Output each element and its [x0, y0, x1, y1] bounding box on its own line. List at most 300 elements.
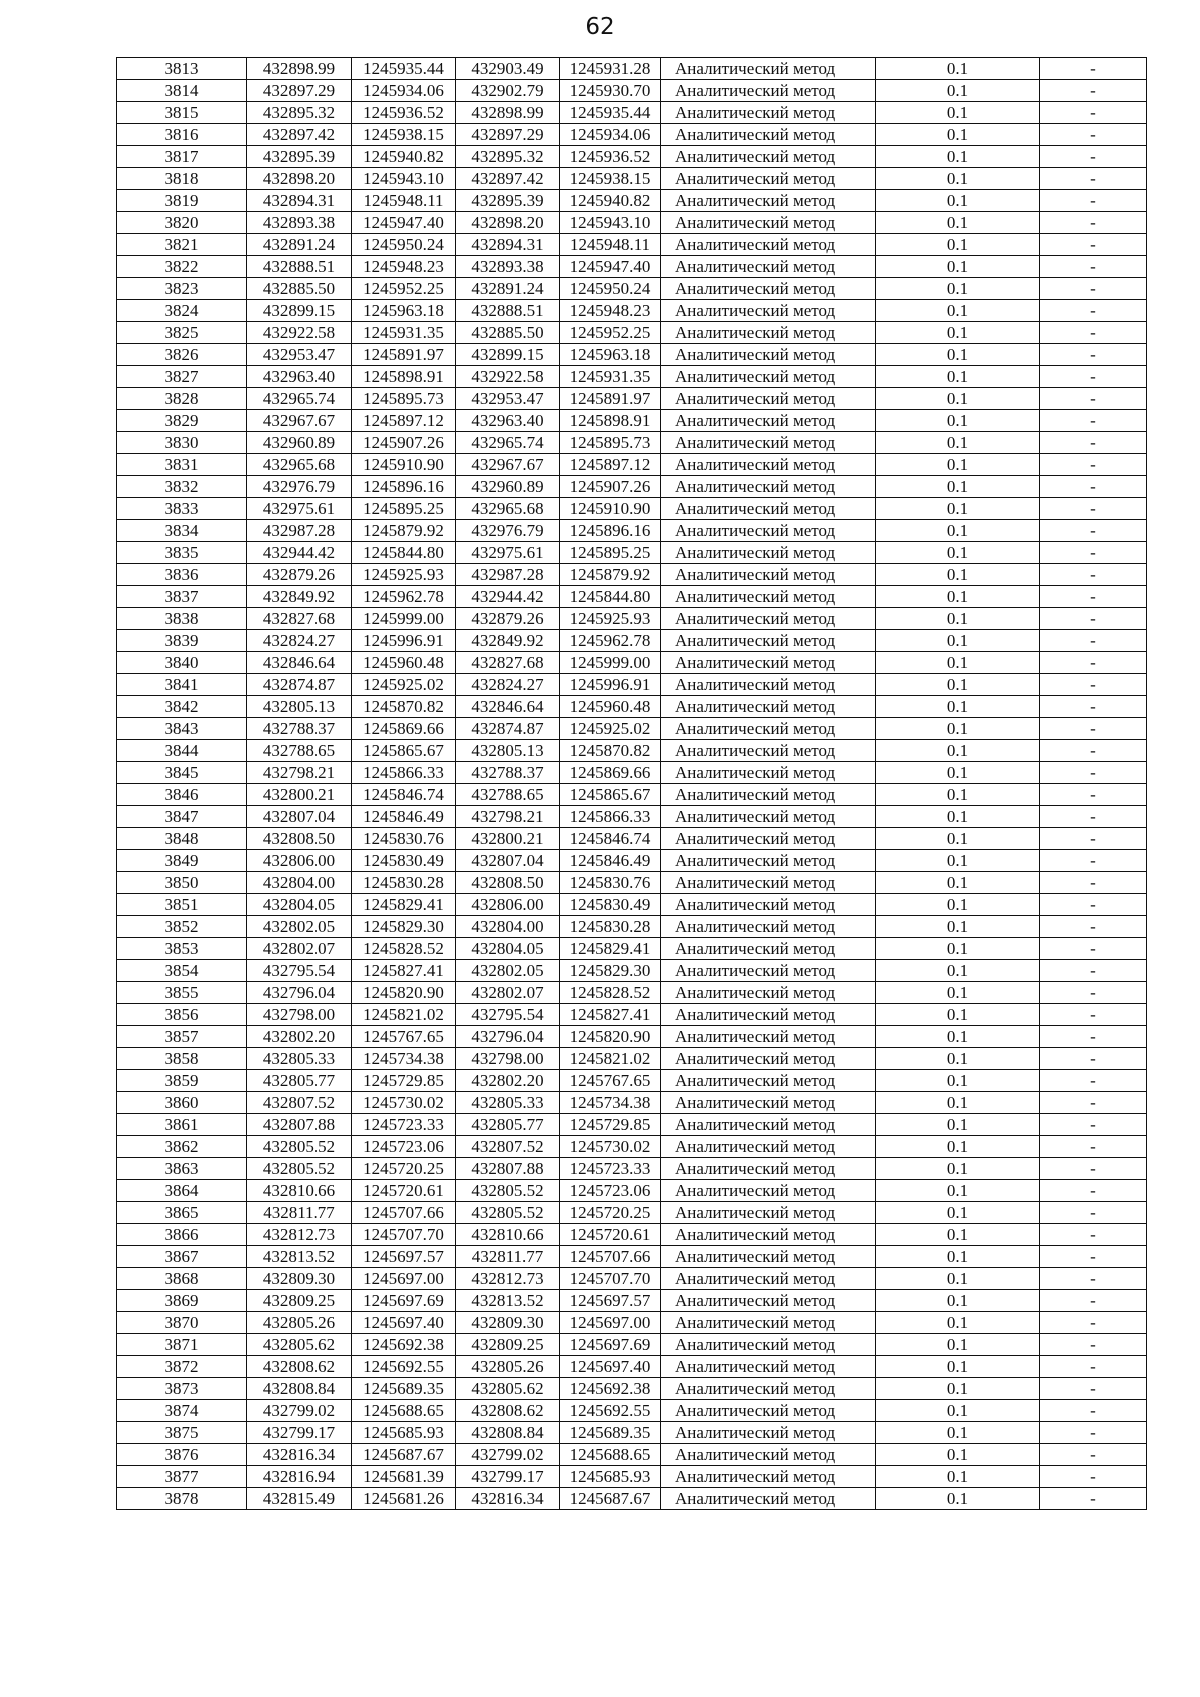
prev-x-cell: 432827.68 [456, 652, 560, 674]
precision-cell: 0.1 [876, 1488, 1040, 1510]
x-cell: 432827.68 [247, 608, 352, 630]
y-cell: 1245896.16 [352, 476, 456, 498]
table-row [117, 1334, 1147, 1356]
prev-y-cell: 1245723.06 [560, 1180, 661, 1202]
page-number: 62 [585, 14, 615, 40]
x-cell: 432813.52 [247, 1246, 352, 1268]
point-number-cell: 3863 [117, 1158, 247, 1180]
y-cell: 1245936.52 [352, 102, 456, 124]
table-row [117, 146, 1147, 168]
note-cell: - [1040, 960, 1147, 982]
method-cell: Аналитический метод [661, 1048, 876, 1070]
precision-cell: 0.1 [876, 674, 1040, 696]
table-row [117, 740, 1147, 762]
table-row [117, 938, 1147, 960]
prev-x-cell: 432976.79 [456, 520, 560, 542]
point-number-cell: 3860 [117, 1092, 247, 1114]
y-cell: 1245866.33 [352, 762, 456, 784]
prev-x-cell: 432799.17 [456, 1466, 560, 1488]
x-cell: 432805.52 [247, 1158, 352, 1180]
point-number-cell: 3872 [117, 1356, 247, 1378]
note-cell: - [1040, 432, 1147, 454]
note-cell: - [1040, 278, 1147, 300]
point-number-cell: 3838 [117, 608, 247, 630]
point-number-cell: 3833 [117, 498, 247, 520]
prev-y-cell: 1245962.78 [560, 630, 661, 652]
point-number-cell: 3850 [117, 872, 247, 894]
note-cell: - [1040, 608, 1147, 630]
precision-cell: 0.1 [876, 1268, 1040, 1290]
method-cell: Аналитический метод [661, 1180, 876, 1202]
table-row [117, 1246, 1147, 1268]
point-number-cell: 3851 [117, 894, 247, 916]
method-cell: Аналитический метод [661, 1356, 876, 1378]
prev-y-cell: 1245827.41 [560, 1004, 661, 1026]
precision-cell: 0.1 [876, 498, 1040, 520]
note-cell: - [1040, 322, 1147, 344]
point-number-cell: 3840 [117, 652, 247, 674]
note-cell: - [1040, 1422, 1147, 1444]
y-cell: 1245707.66 [352, 1202, 456, 1224]
point-number-cell: 3822 [117, 256, 247, 278]
prev-x-cell: 432960.89 [456, 476, 560, 498]
prev-x-cell: 432903.49 [456, 58, 560, 80]
table-row [117, 102, 1147, 124]
x-cell: 432888.51 [247, 256, 352, 278]
note-cell: - [1040, 872, 1147, 894]
prev-x-cell: 432987.28 [456, 564, 560, 586]
prev-y-cell: 1245734.38 [560, 1092, 661, 1114]
precision-cell: 0.1 [876, 1202, 1040, 1224]
note-cell: - [1040, 916, 1147, 938]
point-number-cell: 3834 [117, 520, 247, 542]
method-cell: Аналитический метод [661, 652, 876, 674]
method-cell: Аналитический метод [661, 828, 876, 850]
note-cell: - [1040, 498, 1147, 520]
x-cell: 432898.20 [247, 168, 352, 190]
note-cell: - [1040, 718, 1147, 740]
method-cell: Аналитический метод [661, 1488, 876, 1510]
point-number-cell: 3831 [117, 454, 247, 476]
prev-x-cell: 432806.00 [456, 894, 560, 916]
y-cell: 1245830.76 [352, 828, 456, 850]
point-number-cell: 3827 [117, 366, 247, 388]
x-cell: 432811.77 [247, 1202, 352, 1224]
prev-y-cell: 1245907.26 [560, 476, 661, 498]
prev-y-cell: 1245930.70 [560, 80, 661, 102]
note-cell: - [1040, 146, 1147, 168]
y-cell: 1245925.93 [352, 564, 456, 586]
point-number-cell: 3818 [117, 168, 247, 190]
note-cell: - [1040, 58, 1147, 80]
note-cell: - [1040, 828, 1147, 850]
method-cell: Аналитический метод [661, 894, 876, 916]
y-cell: 1245960.48 [352, 652, 456, 674]
table-row [117, 498, 1147, 520]
point-number-cell: 3870 [117, 1312, 247, 1334]
x-cell: 432898.99 [247, 58, 352, 80]
method-cell: Аналитический метод [661, 1114, 876, 1136]
precision-cell: 0.1 [876, 454, 1040, 476]
prev-x-cell: 432953.47 [456, 388, 560, 410]
prev-x-cell: 432967.67 [456, 454, 560, 476]
table-row [117, 872, 1147, 894]
prev-x-cell: 432805.13 [456, 740, 560, 762]
precision-cell: 0.1 [876, 212, 1040, 234]
precision-cell: 0.1 [876, 1114, 1040, 1136]
table-row [117, 1422, 1147, 1444]
prev-y-cell: 1245846.49 [560, 850, 661, 872]
table-row [117, 916, 1147, 938]
table-row [117, 234, 1147, 256]
point-number-cell: 3841 [117, 674, 247, 696]
prev-x-cell: 432796.04 [456, 1026, 560, 1048]
method-cell: Аналитический метод [661, 102, 876, 124]
method-cell: Аналитический метод [661, 850, 876, 872]
x-cell: 432944.42 [247, 542, 352, 564]
method-cell: Аналитический метод [661, 124, 876, 146]
y-cell: 1245996.91 [352, 630, 456, 652]
precision-cell: 0.1 [876, 960, 1040, 982]
prev-x-cell: 432965.68 [456, 498, 560, 520]
method-cell: Аналитический метод [661, 542, 876, 564]
y-cell: 1245829.41 [352, 894, 456, 916]
method-cell: Аналитический метод [661, 696, 876, 718]
y-cell: 1245925.02 [352, 674, 456, 696]
table-row [117, 124, 1147, 146]
point-number-cell: 3873 [117, 1378, 247, 1400]
y-cell: 1245681.39 [352, 1466, 456, 1488]
note-cell: - [1040, 1224, 1147, 1246]
note-cell: - [1040, 410, 1147, 432]
method-cell: Аналитический метод [661, 1312, 876, 1334]
point-number-cell: 3862 [117, 1136, 247, 1158]
prev-x-cell: 432809.25 [456, 1334, 560, 1356]
y-cell: 1245963.18 [352, 300, 456, 322]
method-cell: Аналитический метод [661, 234, 876, 256]
point-number-cell: 3859 [117, 1070, 247, 1092]
point-number-cell: 3825 [117, 322, 247, 344]
note-cell: - [1040, 696, 1147, 718]
prev-x-cell: 432809.30 [456, 1312, 560, 1334]
prev-y-cell: 1245692.55 [560, 1400, 661, 1422]
note-cell: - [1040, 938, 1147, 960]
prev-y-cell: 1245879.92 [560, 564, 661, 586]
table-row [117, 344, 1147, 366]
y-cell: 1245707.70 [352, 1224, 456, 1246]
prev-x-cell: 432846.64 [456, 696, 560, 718]
table-row [117, 652, 1147, 674]
method-cell: Аналитический метод [661, 1290, 876, 1312]
x-cell: 432788.37 [247, 718, 352, 740]
x-cell: 432795.54 [247, 960, 352, 982]
y-cell: 1245697.40 [352, 1312, 456, 1334]
method-cell: Аналитический метод [661, 1070, 876, 1092]
point-number-cell: 3830 [117, 432, 247, 454]
table-row [117, 828, 1147, 850]
y-cell: 1245729.85 [352, 1070, 456, 1092]
prev-y-cell: 1245729.85 [560, 1114, 661, 1136]
precision-cell: 0.1 [876, 102, 1040, 124]
table-row [117, 278, 1147, 300]
coordinates-table [116, 57, 1147, 1510]
x-cell: 432804.00 [247, 872, 352, 894]
x-cell: 432807.88 [247, 1114, 352, 1136]
precision-cell: 0.1 [876, 1092, 1040, 1114]
prev-y-cell: 1245910.90 [560, 498, 661, 520]
note-cell: - [1040, 1048, 1147, 1070]
table-row [117, 322, 1147, 344]
point-number-cell: 3876 [117, 1444, 247, 1466]
table-row [117, 1158, 1147, 1180]
note-cell: - [1040, 740, 1147, 762]
note-cell: - [1040, 1378, 1147, 1400]
x-cell: 432796.04 [247, 982, 352, 1004]
prev-y-cell: 1245828.52 [560, 982, 661, 1004]
x-cell: 432960.89 [247, 432, 352, 454]
precision-cell: 0.1 [876, 762, 1040, 784]
prev-y-cell: 1245844.80 [560, 586, 661, 608]
table-row [117, 58, 1147, 80]
table-row [117, 1136, 1147, 1158]
y-cell: 1245870.82 [352, 696, 456, 718]
point-number-cell: 3824 [117, 300, 247, 322]
x-cell: 432963.40 [247, 366, 352, 388]
note-cell: - [1040, 1004, 1147, 1026]
table-row [117, 190, 1147, 212]
y-cell: 1245879.92 [352, 520, 456, 542]
point-number-cell: 3823 [117, 278, 247, 300]
note-cell: - [1040, 586, 1147, 608]
prev-y-cell: 1245821.02 [560, 1048, 661, 1070]
method-cell: Аналитический метод [661, 212, 876, 234]
table-row [117, 696, 1147, 718]
prev-y-cell: 1245935.44 [560, 102, 661, 124]
method-cell: Аналитический метод [661, 608, 876, 630]
note-cell: - [1040, 982, 1147, 1004]
precision-cell: 0.1 [876, 80, 1040, 102]
y-cell: 1245723.33 [352, 1114, 456, 1136]
point-number-cell: 3839 [117, 630, 247, 652]
y-cell: 1245865.67 [352, 740, 456, 762]
table-row [117, 300, 1147, 322]
method-cell: Аналитический метод [661, 388, 876, 410]
point-number-cell: 3857 [117, 1026, 247, 1048]
table-row [117, 1048, 1147, 1070]
precision-cell: 0.1 [876, 1158, 1040, 1180]
table-row [117, 718, 1147, 740]
method-cell: Аналитический метод [661, 58, 876, 80]
note-cell: - [1040, 1466, 1147, 1488]
prev-y-cell: 1245895.25 [560, 542, 661, 564]
precision-cell: 0.1 [876, 1378, 1040, 1400]
precision-cell: 0.1 [876, 476, 1040, 498]
prev-y-cell: 1245697.69 [560, 1334, 661, 1356]
prev-x-cell: 432807.52 [456, 1136, 560, 1158]
prev-x-cell: 432805.33 [456, 1092, 560, 1114]
prev-y-cell: 1245999.00 [560, 652, 661, 674]
x-cell: 432800.21 [247, 784, 352, 806]
table-row [117, 1070, 1147, 1092]
y-cell: 1245767.65 [352, 1026, 456, 1048]
prev-x-cell: 432963.40 [456, 410, 560, 432]
note-cell: - [1040, 520, 1147, 542]
note-cell: - [1040, 454, 1147, 476]
x-cell: 432893.38 [247, 212, 352, 234]
method-cell: Аналитический метод [661, 1004, 876, 1026]
point-number-cell: 3821 [117, 234, 247, 256]
note-cell: - [1040, 542, 1147, 564]
table-row [117, 520, 1147, 542]
point-number-cell: 3866 [117, 1224, 247, 1246]
point-number-cell: 3832 [117, 476, 247, 498]
table-row [117, 1202, 1147, 1224]
prev-y-cell: 1245996.91 [560, 674, 661, 696]
table-row [117, 806, 1147, 828]
method-cell: Аналитический метод [661, 1268, 876, 1290]
x-cell: 432808.84 [247, 1378, 352, 1400]
x-cell: 432899.15 [247, 300, 352, 322]
y-cell: 1245821.02 [352, 1004, 456, 1026]
prev-y-cell: 1245723.33 [560, 1158, 661, 1180]
prev-y-cell: 1245952.25 [560, 322, 661, 344]
point-number-cell: 3869 [117, 1290, 247, 1312]
x-cell: 432953.47 [247, 344, 352, 366]
point-number-cell: 3864 [117, 1180, 247, 1202]
x-cell: 432805.52 [247, 1136, 352, 1158]
method-cell: Аналитический метод [661, 454, 876, 476]
note-cell: - [1040, 1158, 1147, 1180]
note-cell: - [1040, 1136, 1147, 1158]
point-number-cell: 3837 [117, 586, 247, 608]
table-row [117, 762, 1147, 784]
prev-y-cell: 1245689.35 [560, 1422, 661, 1444]
note-cell: - [1040, 762, 1147, 784]
table-row [117, 1312, 1147, 1334]
method-cell: Аналитический метод [661, 630, 876, 652]
y-cell: 1245692.38 [352, 1334, 456, 1356]
note-cell: - [1040, 80, 1147, 102]
method-cell: Аналитический метод [661, 1026, 876, 1048]
prev-y-cell: 1245697.40 [560, 1356, 661, 1378]
method-cell: Аналитический метод [661, 498, 876, 520]
x-cell: 432799.02 [247, 1400, 352, 1422]
table-row [117, 1356, 1147, 1378]
prev-x-cell: 432897.42 [456, 168, 560, 190]
y-cell: 1245935.44 [352, 58, 456, 80]
method-cell: Аналитический метод [661, 938, 876, 960]
precision-cell: 0.1 [876, 938, 1040, 960]
precision-cell: 0.1 [876, 1466, 1040, 1488]
prev-y-cell: 1245767.65 [560, 1070, 661, 1092]
y-cell: 1245681.26 [352, 1488, 456, 1510]
note-cell: - [1040, 1334, 1147, 1356]
prev-y-cell: 1245895.73 [560, 432, 661, 454]
prev-y-cell: 1245697.00 [560, 1312, 661, 1334]
prev-y-cell: 1245931.28 [560, 58, 661, 80]
precision-cell: 0.1 [876, 58, 1040, 80]
method-cell: Аналитический метод [661, 366, 876, 388]
x-cell: 432976.79 [247, 476, 352, 498]
precision-cell: 0.1 [876, 564, 1040, 586]
table-row [117, 586, 1147, 608]
prev-x-cell: 432879.26 [456, 608, 560, 630]
prev-x-cell: 432805.62 [456, 1378, 560, 1400]
prev-x-cell: 432802.20 [456, 1070, 560, 1092]
prev-x-cell: 432808.84 [456, 1422, 560, 1444]
precision-cell: 0.1 [876, 168, 1040, 190]
x-cell: 432975.61 [247, 498, 352, 520]
x-cell: 432798.00 [247, 1004, 352, 1026]
precision-cell: 0.1 [876, 1422, 1040, 1444]
prev-y-cell: 1245950.24 [560, 278, 661, 300]
prev-y-cell: 1245940.82 [560, 190, 661, 212]
note-cell: - [1040, 190, 1147, 212]
precision-cell: 0.1 [876, 278, 1040, 300]
precision-cell: 0.1 [876, 190, 1040, 212]
point-number-cell: 3852 [117, 916, 247, 938]
y-cell: 1245828.52 [352, 938, 456, 960]
precision-cell: 0.1 [876, 1180, 1040, 1202]
prev-y-cell: 1245720.25 [560, 1202, 661, 1224]
y-cell: 1245950.24 [352, 234, 456, 256]
prev-x-cell: 432897.29 [456, 124, 560, 146]
y-cell: 1245869.66 [352, 718, 456, 740]
y-cell: 1245720.61 [352, 1180, 456, 1202]
note-cell: - [1040, 630, 1147, 652]
note-cell: - [1040, 894, 1147, 916]
prev-y-cell: 1245948.11 [560, 234, 661, 256]
method-cell: Аналитический метод [661, 872, 876, 894]
prev-x-cell: 432899.15 [456, 344, 560, 366]
note-cell: - [1040, 256, 1147, 278]
prev-x-cell: 432813.52 [456, 1290, 560, 1312]
precision-cell: 0.1 [876, 630, 1040, 652]
point-number-cell: 3843 [117, 718, 247, 740]
prev-x-cell: 432895.39 [456, 190, 560, 212]
precision-cell: 0.1 [876, 388, 1040, 410]
note-cell: - [1040, 300, 1147, 322]
note-cell: - [1040, 652, 1147, 674]
note-cell: - [1040, 476, 1147, 498]
table-row [117, 256, 1147, 278]
point-number-cell: 3858 [117, 1048, 247, 1070]
precision-cell: 0.1 [876, 344, 1040, 366]
method-cell: Аналитический метод [661, 520, 876, 542]
prev-y-cell: 1245891.97 [560, 388, 661, 410]
precision-cell: 0.1 [876, 410, 1040, 432]
prev-y-cell: 1245687.67 [560, 1488, 661, 1510]
table-row [117, 894, 1147, 916]
x-cell: 432806.00 [247, 850, 352, 872]
prev-y-cell: 1245830.28 [560, 916, 661, 938]
method-cell: Аналитический метод [661, 982, 876, 1004]
y-cell: 1245999.00 [352, 608, 456, 630]
note-cell: - [1040, 1180, 1147, 1202]
prev-y-cell: 1245866.33 [560, 806, 661, 828]
x-cell: 432808.62 [247, 1356, 352, 1378]
x-cell: 432885.50 [247, 278, 352, 300]
prev-x-cell: 432811.77 [456, 1246, 560, 1268]
prev-x-cell: 432891.24 [456, 278, 560, 300]
y-cell: 1245943.10 [352, 168, 456, 190]
method-cell: Аналитический метод [661, 916, 876, 938]
note-cell: - [1040, 1114, 1147, 1136]
point-number-cell: 3817 [117, 146, 247, 168]
x-cell: 432802.07 [247, 938, 352, 960]
note-cell: - [1040, 1400, 1147, 1422]
note-cell: - [1040, 1246, 1147, 1268]
